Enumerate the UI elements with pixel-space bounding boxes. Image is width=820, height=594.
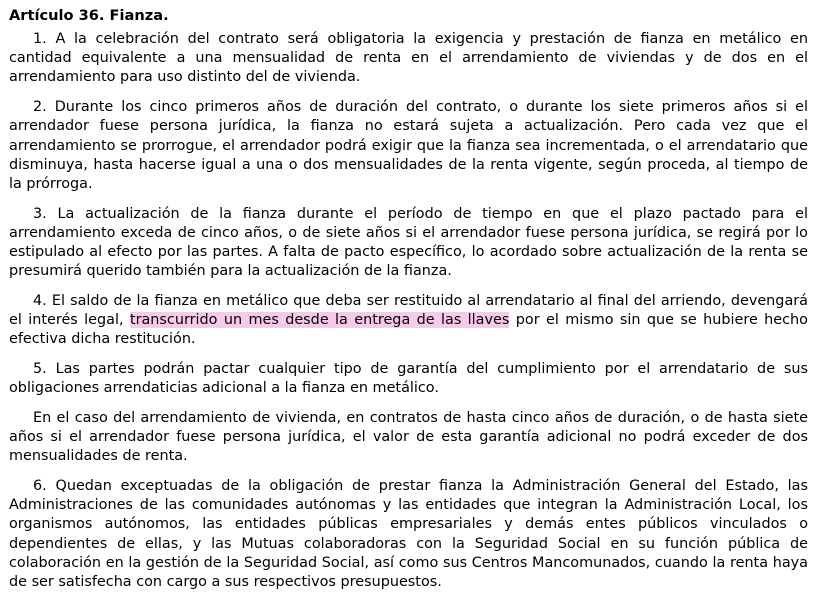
paragraph-2: 2. Durante los cinco primeros años de duración del contrato, o durante los siete primeros años si el arrendador fuese persona jurídica, la fianza no estará sujeta a actualización. Pero cada vez que el arrendamiento se prorrogue, el arrendador podrá exigir que la fianza sea incrementada, o el arrendatario que disminuya, hasta hacerse igual a una o dos mensualidades de la renta vigente, según proceda, al tiempo de la prórroga. bbox=[9, 99, 808, 192]
paragraph-1: 1. A la celebración del contrato será obligatoria la exigencia y prestación de fianza en metálico en cantidad equivalente a una mensualidad de renta en el arrendamiento de viviendas y de dos en el arrendamiento para uso distinto del de vivienda. bbox=[9, 31, 808, 86]
paragraph-5-continuation: En el caso del arrendamiento de vivienda, en contratos de hasta cinco años de duración, o de hasta siete años si el arrendador fuese persona jurídica, el valor de esta garantía adicional no podrá exceder de dos mensualidades de renta. bbox=[9, 409, 808, 465]
paragraph-4 bbox=[9, 292, 808, 350]
article-title: Artículo 36. Fianza. bbox=[9, 7, 169, 24]
paragraph-6: 6. Quedan exceptuadas de la obligación de prestar fianza la Administración General del Estado, las Administraciones de las comunidades autónomas y las entidades que integran la Administración Local, los organismos autónomos, las entidades públicas empresariales y demás entes públicos vinculados o dependientes de ellas, y las Mutuas colaboradoras con la Seguridad Social en su función pública de colaboración en la gestión de la Seguridad Social, así como sus Centros Mancomunados, cuando la renta haya de ser satisfecha con cargo a sus respectivos presupuestos. bbox=[9, 478, 808, 591]
paragraph-5: 5. Las partes podrán pactar cualquier tipo de garantía del cumplimiento por el arrendatario de sus obligaciones arrendaticias adicional a la fianza en metálico. bbox=[9, 361, 808, 397]
paragraph-4-text-before: 4. El saldo de la fianza en metálico que deba ser restituido al arrendatario al final del arriendo, devengará el interés legal, bbox=[9, 292, 808, 329]
paragraph-3: 3. La actualización de la fianza durante el período de tiempo en que el plazo pactado para el arrendamiento exceda de cinco años, o de siete años si el arrendador fuese persona jurídica, se regirá por lo estipulado al efecto por las partes. A falta de pacto específico, lo acordado sobre actualización de la renta se presumirá querido también para la actualización de la fianza. bbox=[9, 205, 808, 280]
highlighted-text: transcurrido un mes desde la entrega de las llaves bbox=[129, 312, 510, 329]
paragraph-4-text-after: por el mismo sin que se hubiere hecho efectiva dicha restitución. bbox=[9, 312, 808, 348]
